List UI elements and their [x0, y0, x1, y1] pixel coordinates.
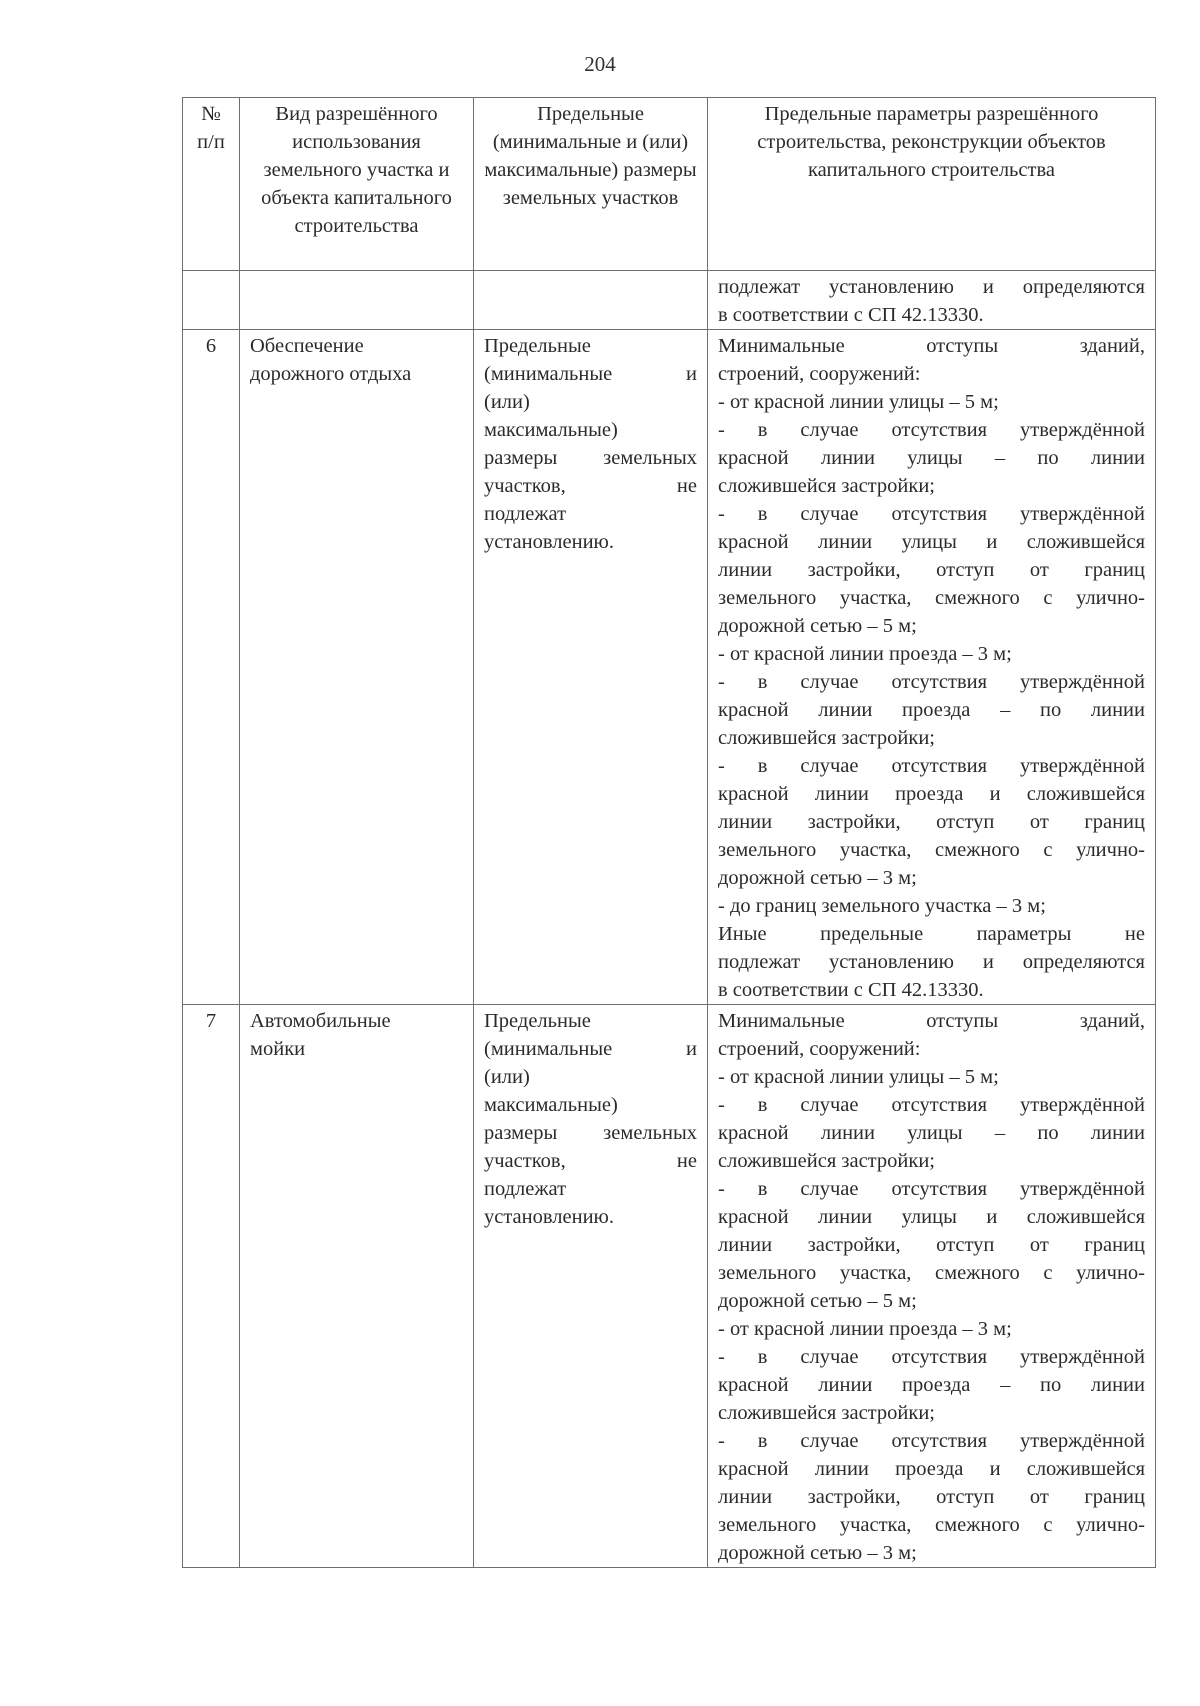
table-header-row [183, 98, 1156, 271]
text-line: красной линии проезда – по линии [718, 699, 1145, 721]
text-line: - от красной линии улицы – 5 м; [718, 391, 999, 413]
cell-params [708, 1005, 1156, 1568]
text-line: установлению. [484, 531, 614, 553]
text-line: земельного участка, смежного с улично- [718, 839, 1145, 861]
text-line: участков, не [484, 1150, 697, 1172]
text-line: в соответствии с СП 42.13330. [718, 979, 984, 1001]
text-line: - до границ земельного участка – 3 м; [718, 895, 1046, 917]
text-line: красной линии улицы – по линии [718, 447, 1145, 469]
text-line: размеры земельных [484, 1122, 697, 1144]
text-line: Предельные [484, 335, 591, 357]
text-line: - в случае отсутствия утверждённой [718, 671, 1145, 693]
text-line: максимальные) [484, 419, 618, 441]
text-line: дорожного отдыха [250, 363, 412, 385]
cell-use-type [240, 271, 474, 330]
text-line: максимальные) [484, 1094, 618, 1116]
text-line: Обеспечение [250, 335, 364, 357]
text-line: сложившейся застройки; [718, 1402, 935, 1424]
cell-number: 6 [183, 330, 240, 1005]
cell-number: 7 [183, 1005, 240, 1568]
text-line: - в случае отсутствия утверждённой [718, 503, 1145, 525]
text-line: линии застройки, отступ от границ [718, 559, 1145, 581]
text-line: подлежат [484, 1178, 567, 1200]
cell-params [708, 271, 1156, 330]
text-line: дорожной сетью – 5 м; [718, 1290, 917, 1312]
text-line: подлежат установлению и определяются [718, 276, 1145, 298]
text-line: участков, не [484, 475, 697, 497]
text-line: сложившейся застройки; [718, 727, 935, 749]
text-line: - в случае отсутствия утверждённой [718, 1346, 1145, 1368]
text-line: Минимальные отступы зданий, [718, 335, 1145, 357]
text-line: (минимальные и [484, 363, 697, 385]
header-plot-sizes: Предельные (минимальные и (или) максимальные) размеры земельных участков [474, 98, 708, 271]
text-line: дорожной сетью – 3 м; [718, 1542, 917, 1564]
text-line: красной линии улицы и сложившейся [718, 1206, 1145, 1228]
text-line: - в случае отсутствия утверждённой [718, 1178, 1145, 1200]
text-line: - в случае отсутствия утверждённой [718, 419, 1145, 441]
text-line: земельного участка, смежного с улично- [718, 1514, 1145, 1536]
table-row-continuation [183, 271, 1156, 330]
cell-use-type [240, 330, 474, 1005]
text-line: дорожной сетью – 3 м; [718, 867, 917, 889]
header-use-type: Вид разрешённого использования земельного участка и объекта капитального строительства [240, 98, 474, 271]
text-line: красной линии проезда – по линии [718, 1374, 1145, 1396]
text-line: Предельные [484, 1010, 591, 1032]
regulations-table [182, 97, 1156, 1568]
text-line: (или) [484, 391, 530, 413]
text-line: красной линии проезда и сложившейся [718, 783, 1145, 805]
text-line: земельного участка, смежного с улично- [718, 587, 1145, 609]
text-line: - от красной линии проезда – 3 м; [718, 1318, 1012, 1340]
text-line: сложившейся застройки; [718, 475, 935, 497]
text-line: красной линии улицы – по линии [718, 1122, 1145, 1144]
text-line: Минимальные отступы зданий, [718, 1010, 1145, 1032]
page-number: 204 [584, 52, 616, 76]
text-line: линии застройки, отступ от границ [718, 1486, 1145, 1508]
text-line: подлежат установлению и определяются [718, 951, 1145, 973]
text-line: дорожной сетью – 5 м; [718, 615, 917, 637]
text-line: строений, сооружений: [718, 363, 921, 385]
text-line: земельного участка, смежного с улично- [718, 1262, 1145, 1284]
text-line: - в случае отсутствия утверждённой [718, 1430, 1145, 1452]
text-line: (минимальные и [484, 1038, 697, 1060]
cell-params [708, 330, 1156, 1005]
text-line: (или) [484, 1066, 530, 1088]
text-line: Автомобильные [250, 1010, 391, 1032]
cell-plot-sizes [474, 330, 708, 1005]
text-line: сложившейся застройки; [718, 1150, 935, 1172]
text-line: строений, сооружений: [718, 1038, 921, 1060]
text-line: Иные предельные параметры не [718, 923, 1145, 945]
text-line: подлежат [484, 503, 567, 525]
text-line: - от красной линии улицы – 5 м; [718, 1066, 999, 1088]
text-line: размеры земельных [484, 447, 697, 469]
cell-plot-sizes [474, 1005, 708, 1568]
text-line: красной линии улицы и сложившейся [718, 531, 1145, 553]
text-line: мойки [250, 1038, 306, 1060]
cell-plot-sizes [474, 271, 708, 330]
table-row [183, 330, 1156, 1005]
header-params: Предельные параметры разрешённого строительства, реконструкции объектов капитального строительства [708, 98, 1156, 271]
cell-number [183, 271, 240, 330]
text-line: - в случае отсутствия утверждённой [718, 755, 1145, 777]
text-line: линии застройки, отступ от границ [718, 811, 1145, 833]
table-row [183, 1005, 1156, 1568]
text-line: - от красной линии проезда – 3 м; [718, 643, 1012, 665]
text-line: линии застройки, отступ от границ [718, 1234, 1145, 1256]
text-line: - в случае отсутствия утверждённой [718, 1094, 1145, 1116]
text-line: установлению. [484, 1206, 614, 1228]
cell-use-type [240, 1005, 474, 1568]
header-number: № п/п [183, 98, 240, 271]
text-line: в соответствии с СП 42.13330. [718, 304, 984, 326]
text-line: красной линии проезда и сложившейся [718, 1458, 1145, 1480]
